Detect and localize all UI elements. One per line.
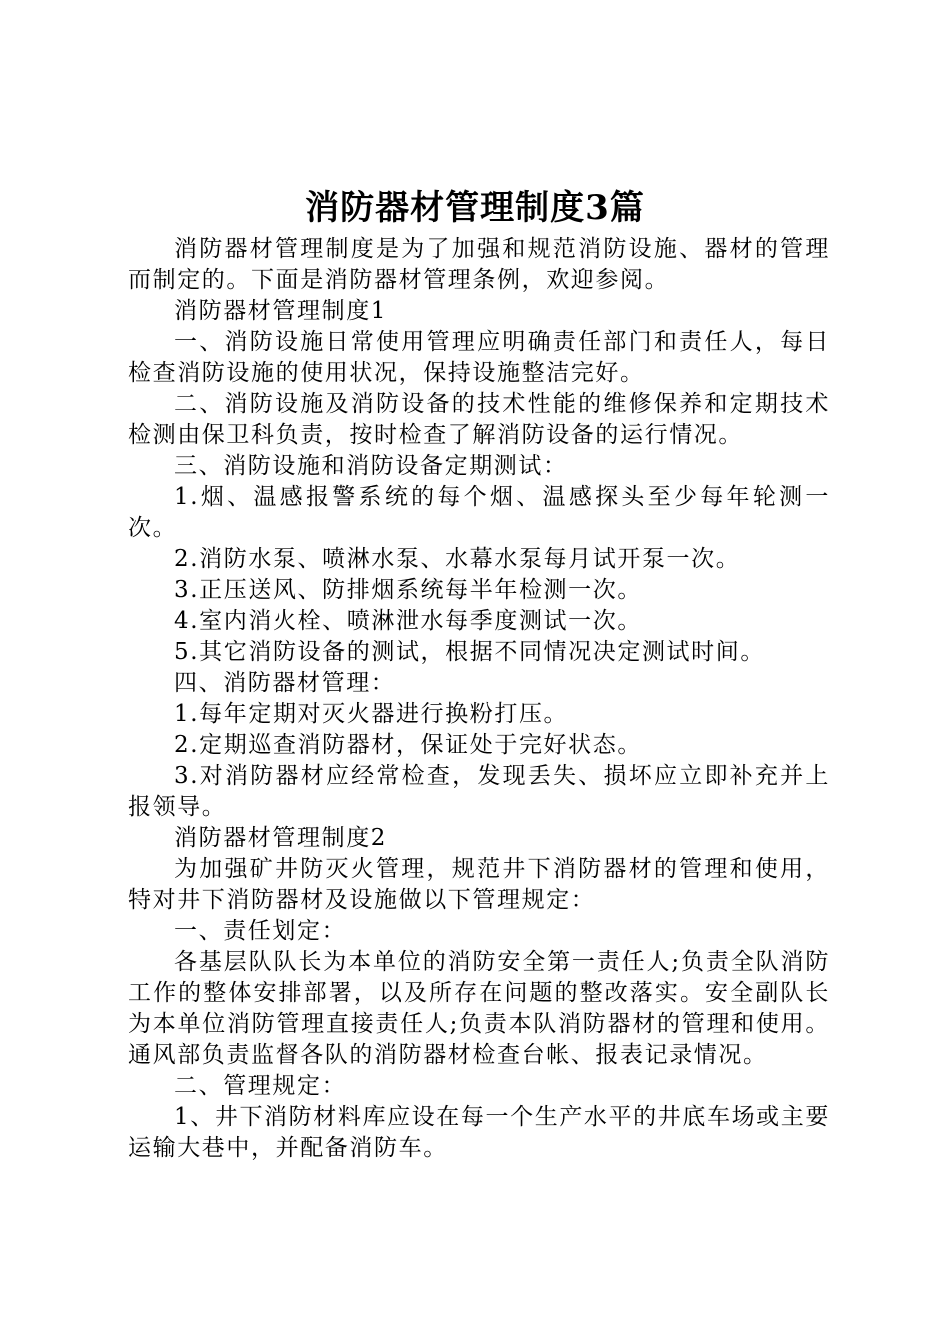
subsection-heading: 三、消防设施和消防设备定期测试： (174, 453, 568, 479)
document-title: 消防器材管理制度3篇 (305, 188, 645, 228)
subsection-heading: 一、责任划定： (174, 918, 347, 944)
subsection-heading: 二、管理规定： (174, 1073, 347, 1099)
section-heading-2: 消防器材管理制度2 (174, 825, 388, 851)
list-item: 2.定期巡查消防器材，保证处于完好状态。 (174, 732, 642, 758)
list-item: 1.每年定期对灭火器进行换粉打压。 (174, 701, 569, 727)
list-item: 2.消防水泵、喷淋水泵、水幕水泵每月试开泵一次。 (174, 546, 741, 572)
list-item: 1、井下消防材料库应设在每一个生产水平的井底车场或主要运输大巷中，并配备消防车。 (128, 1104, 830, 1161)
list-item: 1.烟、温感报警系统的每个烟、温感探头至少每年轮测一次。 (128, 484, 830, 541)
paragraph-item: 各基层队队长为本单位的消防安全第一责任人;负责全队消防工作的整体安排部署，以及所存在问题的整改落实。安全副队长为本单位消防管理直接责任人;负责本队消防器材的管理和使用。通风部负责监督各队的消防器材检查台帐、报表记录情况。 (128, 949, 830, 1068)
paragraph-item: 一、消防设施日常使用管理应明确责任部门和责任人，每日检查消防设施的使用状况，保持设施整洁完好。 (128, 329, 830, 386)
list-item: 5.其它消防设备的测试，根据不同情况决定测试时间。 (174, 639, 765, 665)
subsection-heading: 四、消防器材管理： (174, 670, 396, 696)
list-item: 4.室内消火栓、喷淋泄水每季度测试一次。 (174, 608, 642, 634)
intro-paragraph: 消防器材管理制度是为了加强和规范消防设施、器材的管理而制定的。下面是消防器材管理条例，欢迎参阅。 (128, 236, 830, 293)
list-item: 3.对消防器材应经常检查，发现丢失、损坏应立即补充并上报领导。 (128, 763, 830, 820)
list-item: 3.正压送风、防排烟系统每半年检测一次。 (174, 577, 642, 603)
paragraph-item: 为加强矿井防灭火管理，规范井下消防器材的管理和使用，特对井下消防器材及设施做以下管理规定： (128, 856, 830, 913)
paragraph-item: 二、消防设施及消防设备的技术性能的维修保养和定期技术检测由保卫科负责，按时检查了解消防设备的运行情况。 (128, 391, 830, 448)
section-heading-1: 消防器材管理制度1 (174, 298, 388, 324)
document-body (128, 234, 830, 1164)
